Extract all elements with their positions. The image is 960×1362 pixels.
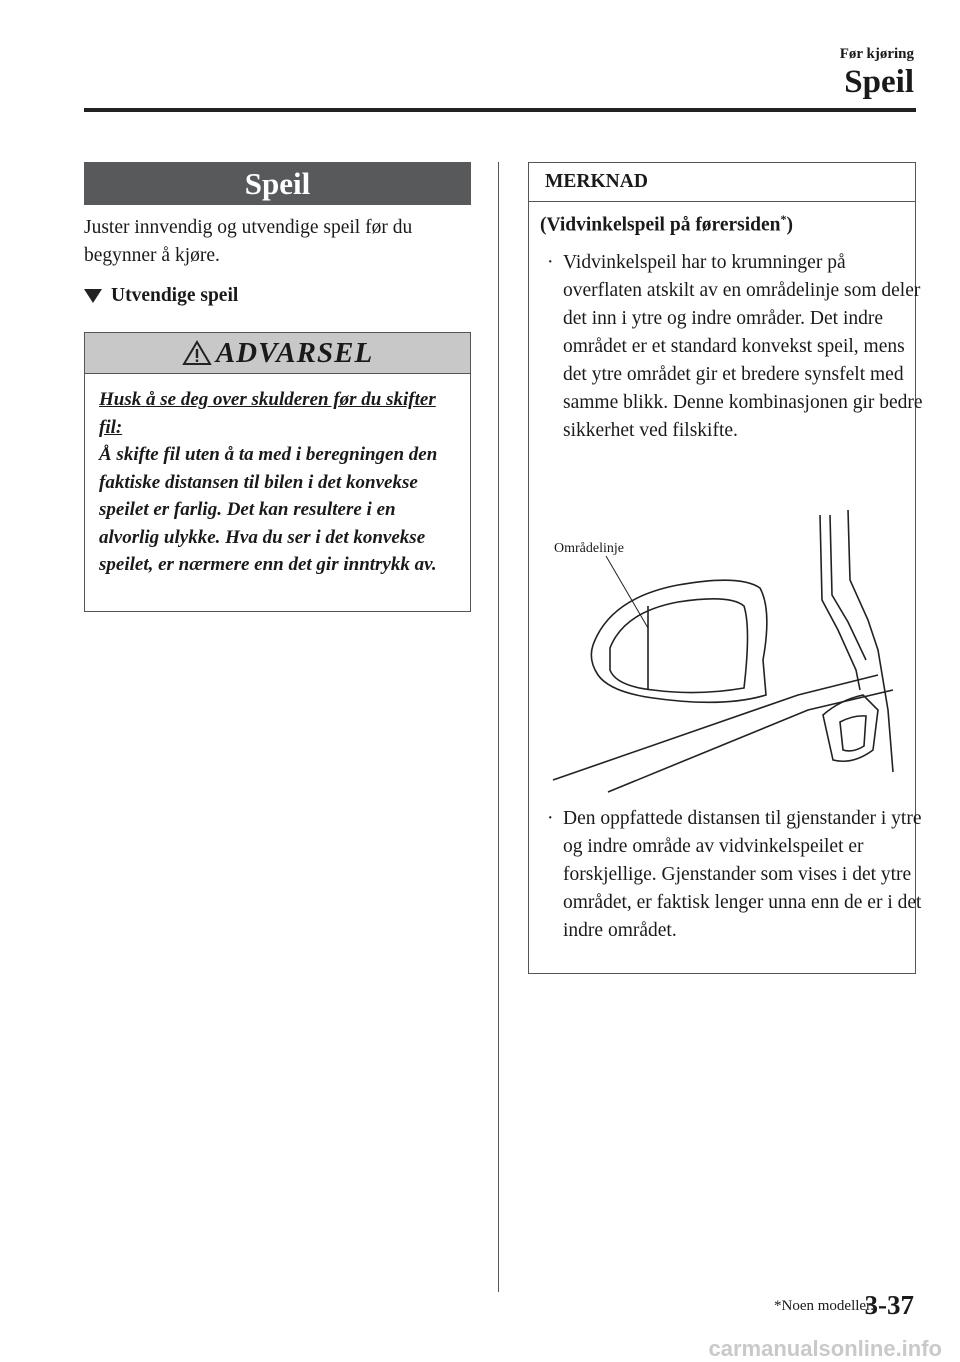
note-bullet-2 [545, 805, 923, 945]
note-bullet-1 [545, 249, 923, 445]
bullet-2-text: Den oppfattede distansen til gjenstander i ytre og indre område av vidvinkelspeilet er forskjellige. Gjenstander som vises i det ytre området, er faktisk lenger unna enn de er i det indre området. [563, 808, 922, 941]
warning-box [84, 332, 471, 612]
triangle-bullet-icon [84, 289, 102, 303]
watermark: carmanualsonline.info [708, 1336, 942, 1361]
bullet-dot: · [547, 808, 554, 829]
subheading-text: Utvendige speil [111, 285, 239, 306]
bullet-dot: · [547, 252, 554, 273]
column-divider [498, 162, 499, 1292]
section-title-bar: Speil [84, 162, 471, 205]
warning-triangle-icon [182, 340, 212, 366]
header-rule [84, 108, 916, 112]
footnote-mark: * [780, 212, 787, 226]
intro-text: Juster innvendig og utvendige speil før du begynner å kjøre. [84, 217, 413, 266]
warning-header [85, 333, 470, 374]
header-title: Speil [844, 64, 914, 100]
warning-label: ADVARSEL [215, 336, 374, 369]
footnote: *Noen modeller. [774, 1298, 874, 1314]
bullet-1-text: Vidvinkelspeil har to krumninger på overflaten atskilt av en områdelinje som deler det inn i ytre og indre områder. Det indre området er et standard konvekst speil, mens det ytre området gir et bredere synsfelt med samme blikk. Denne kombinasjonen gir bedre sikkerhet ved filskifte. [563, 252, 923, 441]
note-subtitle: (Vidvinkelspeil på førersiden*) [540, 212, 794, 236]
note-header: MERKNAD [529, 163, 915, 202]
header-section: Før kjøring [839, 46, 914, 62]
figure-label: Områdelinje [554, 541, 624, 556]
subheading [84, 285, 238, 307]
warning-text: Å skifte fil uten å ta med i beregningen den faktiske distansen til bilen i det konvekse speilet er farlig. Det kan resultere i en alvorlig ulykke. Hva du ser i det konvekse speilet, er nærmere enn det gir inntrykk av. [99, 444, 438, 575]
warning-body [85, 374, 470, 579]
page-number: 3-37 [864, 1290, 914, 1320]
warning-lead: Husk å se deg over skulderen før du skifter fil: [99, 389, 436, 438]
